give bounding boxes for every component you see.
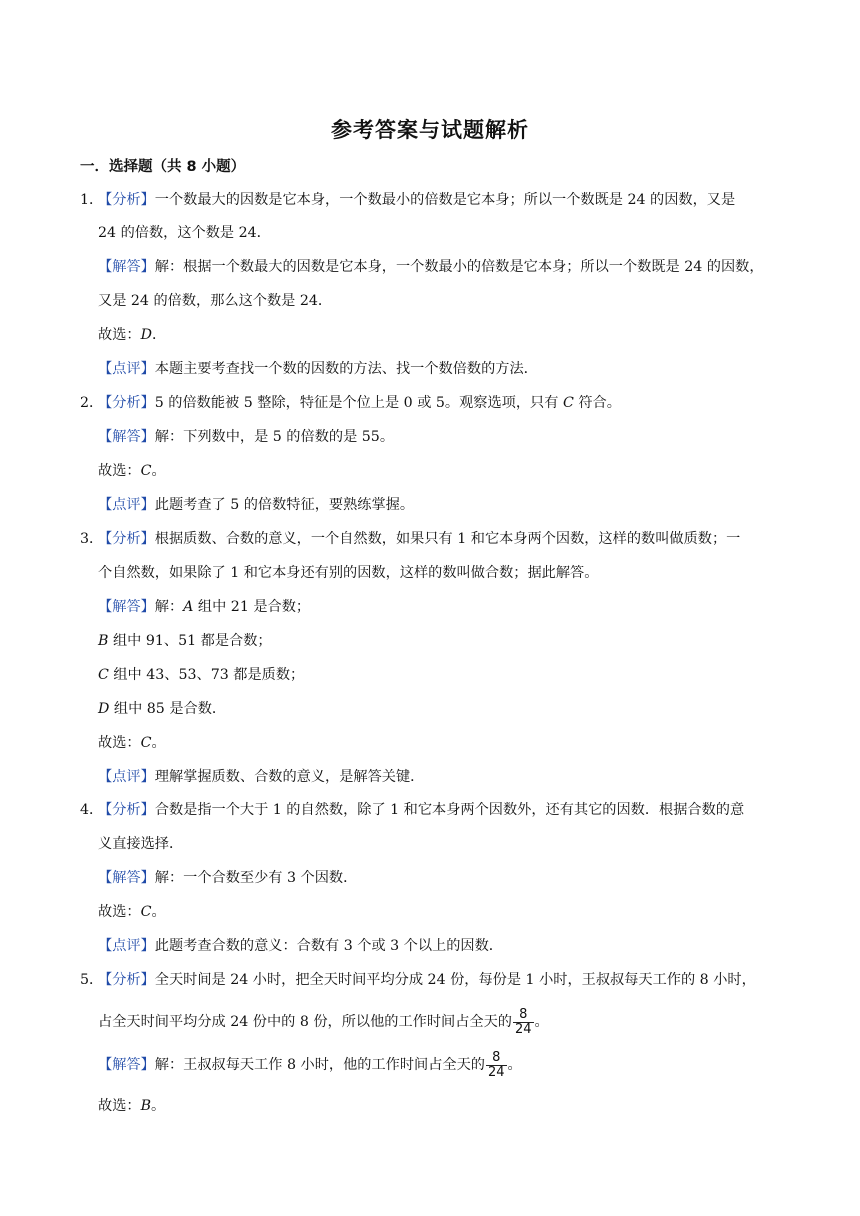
analysis-line: 【分析】一个数最大的因数是它本身，一个数最小的倍数是它本身；所以一个数既是 24 的因数，又是 [98,192,736,208]
choice-line: 故选：C。 [98,463,166,479]
question-number: 1． [80,192,104,208]
answer-line: 又是 24 的倍数，那么这个数是 24． [98,293,333,309]
page-title: 参考答案与试题解析 [331,118,529,142]
analysis-line: 【分析】合数是指一个大于 1 的自然数，除了 1 和它本身两个因数外，还有其它的因数．根据合数的意 [98,802,745,818]
choice-line: 故选：B。 [98,1098,166,1114]
answer-line: 【解答】解：王叔叔每天工作 8 小时，他的工作时间占全天的 $\frac{8}{24}$ 。 [98,1049,522,1080]
section-heading: 一．选择题（共 8 小题） [80,159,246,175]
question-number: 2． [80,395,104,411]
analysis-tag: 【分析】 [98,192,155,208]
analysis-line: 【分析】根据质数、合数的意义，一个自然数，如果只有 1 和它本身两个因数，这样的数叫做质数；一 [98,531,741,547]
choice-line: 故选：C。 [98,904,166,920]
comment-line: 【点评】本题主要考查找一个数的因数的方法、找一个数倍数的方法． [98,361,538,377]
analysis-line: 【分析】全天时间是 24 小时，把全天时间平均分成 24 份，每份是 1 小时，王叔叔每天工作的 8 小时， [98,972,756,988]
answer-line: B 组中 91、51 都是合数； [98,633,272,649]
analysis-line: 24 的倍数，这个数是 24． [98,225,271,241]
question-number: 5． [80,972,104,988]
choice-line: 故选：D． [98,327,167,343]
question-number: 4． [80,802,104,818]
analysis-line: 个自然数，如果除了 1 和它本身还有别的因数，这样的数叫做合数；据此解答。 [98,565,599,581]
choice-line: 故选：C。 [98,735,166,751]
comment-line: 【点评】理解掌握质数、合数的意义，是解答关键． [98,769,425,785]
answer-line: 【解答】解：下列数中，是 5 的倍数的是 55。 [98,429,395,445]
answer-line: 【解答】解：一个合数至少有 3 个因数． [98,870,358,886]
answer-line: 【解答】解：根据一个数最大的因数是它本身，一个数最小的倍数是它本身；所以一个数既是 24 的因数， [98,259,764,275]
answer-tag: 【解答】 [98,259,155,275]
answer-line: 【解答】解：A 组中 21 是合数； [98,599,311,615]
analysis-line: 【分析】5 的倍数能被 5 整除，特征是个位上是 0 或 5。观察选项，只有 C 符合。 [98,395,621,411]
analysis-line: 义直接选择． [98,836,184,852]
fraction: $\frac{8}{24}$ [487,1049,505,1080]
fraction: $\frac{8}{24}$ [515,1006,532,1037]
analysis-line: 占全天时间平均分成 24 份中的 8 份，所以他的工作时间占全天的 $\frac{8}{24}$ 。 [98,1006,549,1037]
comment-tag: 【点评】 [98,361,155,377]
comment-line: 【点评】此题考查了 5 的倍数特征，要熟练掌握。 [98,497,415,513]
comment-line: 【点评】此题考查合数的意义：合数有 3 个或 3 个以上的因数． [98,938,503,954]
question-number: 3． [80,531,104,547]
answer-line: C 组中 43、53、73 都是质数； [98,667,305,683]
answer-line: D 组中 85 是合数． [98,701,227,717]
